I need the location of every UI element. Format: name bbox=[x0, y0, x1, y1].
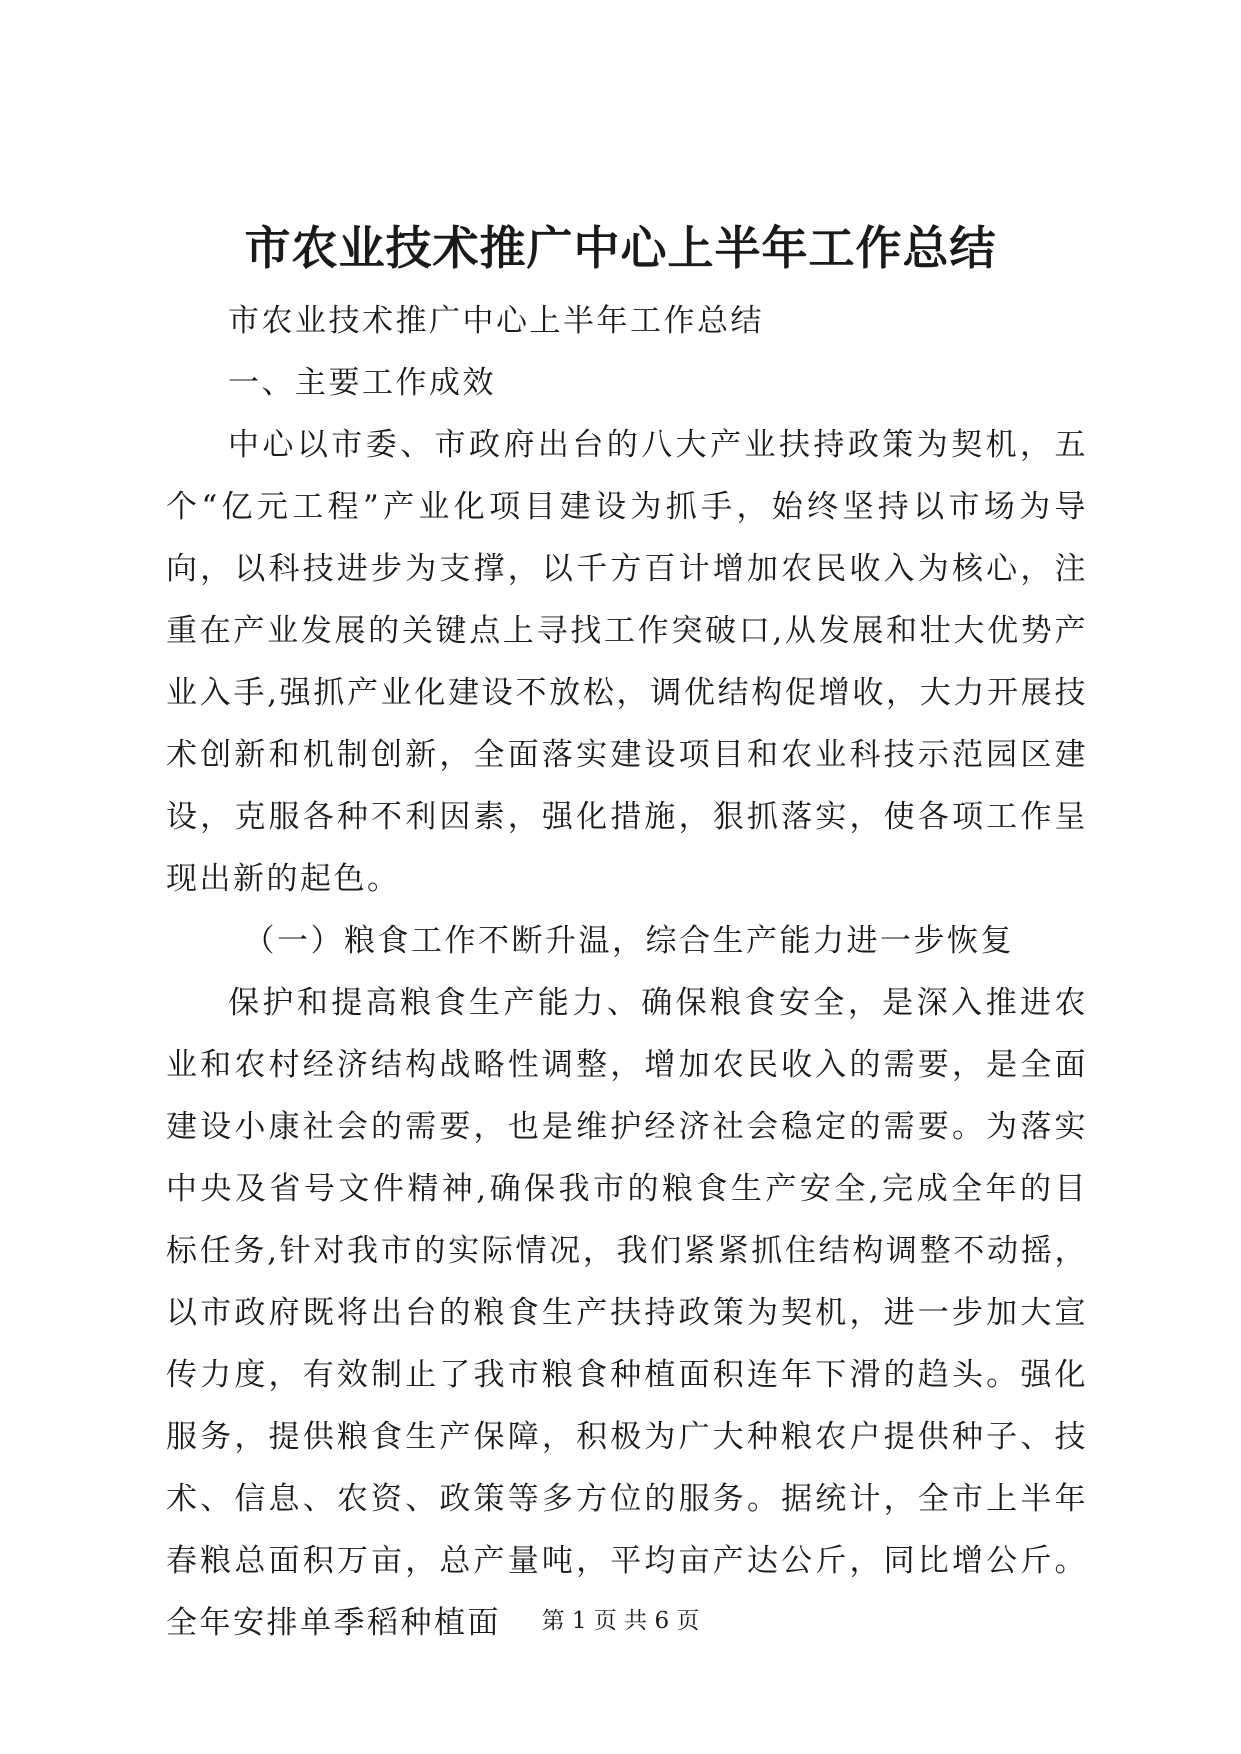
subtitle-paragraph: 市农业技术推广中心上半年工作总结 bbox=[228, 303, 764, 339]
body-paragraph: 中心以市委、市政府出台的八大产业扶持政策为契机，五个“亿元工程”产业化项目建设为抓手，始终坚持以市场为导向，以科技进步为支撑，以千方百计增加农民收入为核心，注重在产业发展的关键点上寻找工作突破口,从发展和壮大优势产业入手,强抓产业化建设不放松，调优结构促增收，大力开展技术创新和机制创新，全面落实建设项目和农业科技示范园区建设，克服各种不利因素，强化措施，狠抓落实，使各项工作呈现出新的起色。 bbox=[166, 427, 1088, 897]
document-title: 市农业技术推广中心上半年工作总结 bbox=[244, 221, 997, 275]
subsection-heading: （一）粮食工作不断升温，综合生产能力进一步恢复 bbox=[243, 923, 1014, 959]
body-paragraph: 保护和提高粮食生产能力、确保粮食安全，是深入推进农业和农村经济结构战略性调整，增加农民收入的需要，是全面建设小康社会的需要，也是维护经济社会稳定的需要。为落实中央及省号文件精神,确保我市的粮食生产安全,完成全年的目标任务,针对我市的实际情况，我们紧紧抓住结构调整不动摇，以市政府既将出台的粮食生产扶持政策为契机，进一步加大宣传力度，有效制止了我市粮食种植面积连年下滑的趋头。强化服务，提供粮食生产保障，积极为广大种粮农户提供种子、技术、信息、农资、政策等多方位的服务。据统计，全市上半年春粮总面积万亩，总产量吨，平均亩产达公斤，同比增公斤。全年安排单季稻种植面 bbox=[166, 985, 1088, 1641]
document-body bbox=[166, 290, 1088, 1654]
page-footer: 第 1 页 共 6 页 bbox=[541, 1608, 700, 1634]
section-heading: 一、主要工作成效 bbox=[228, 365, 496, 401]
